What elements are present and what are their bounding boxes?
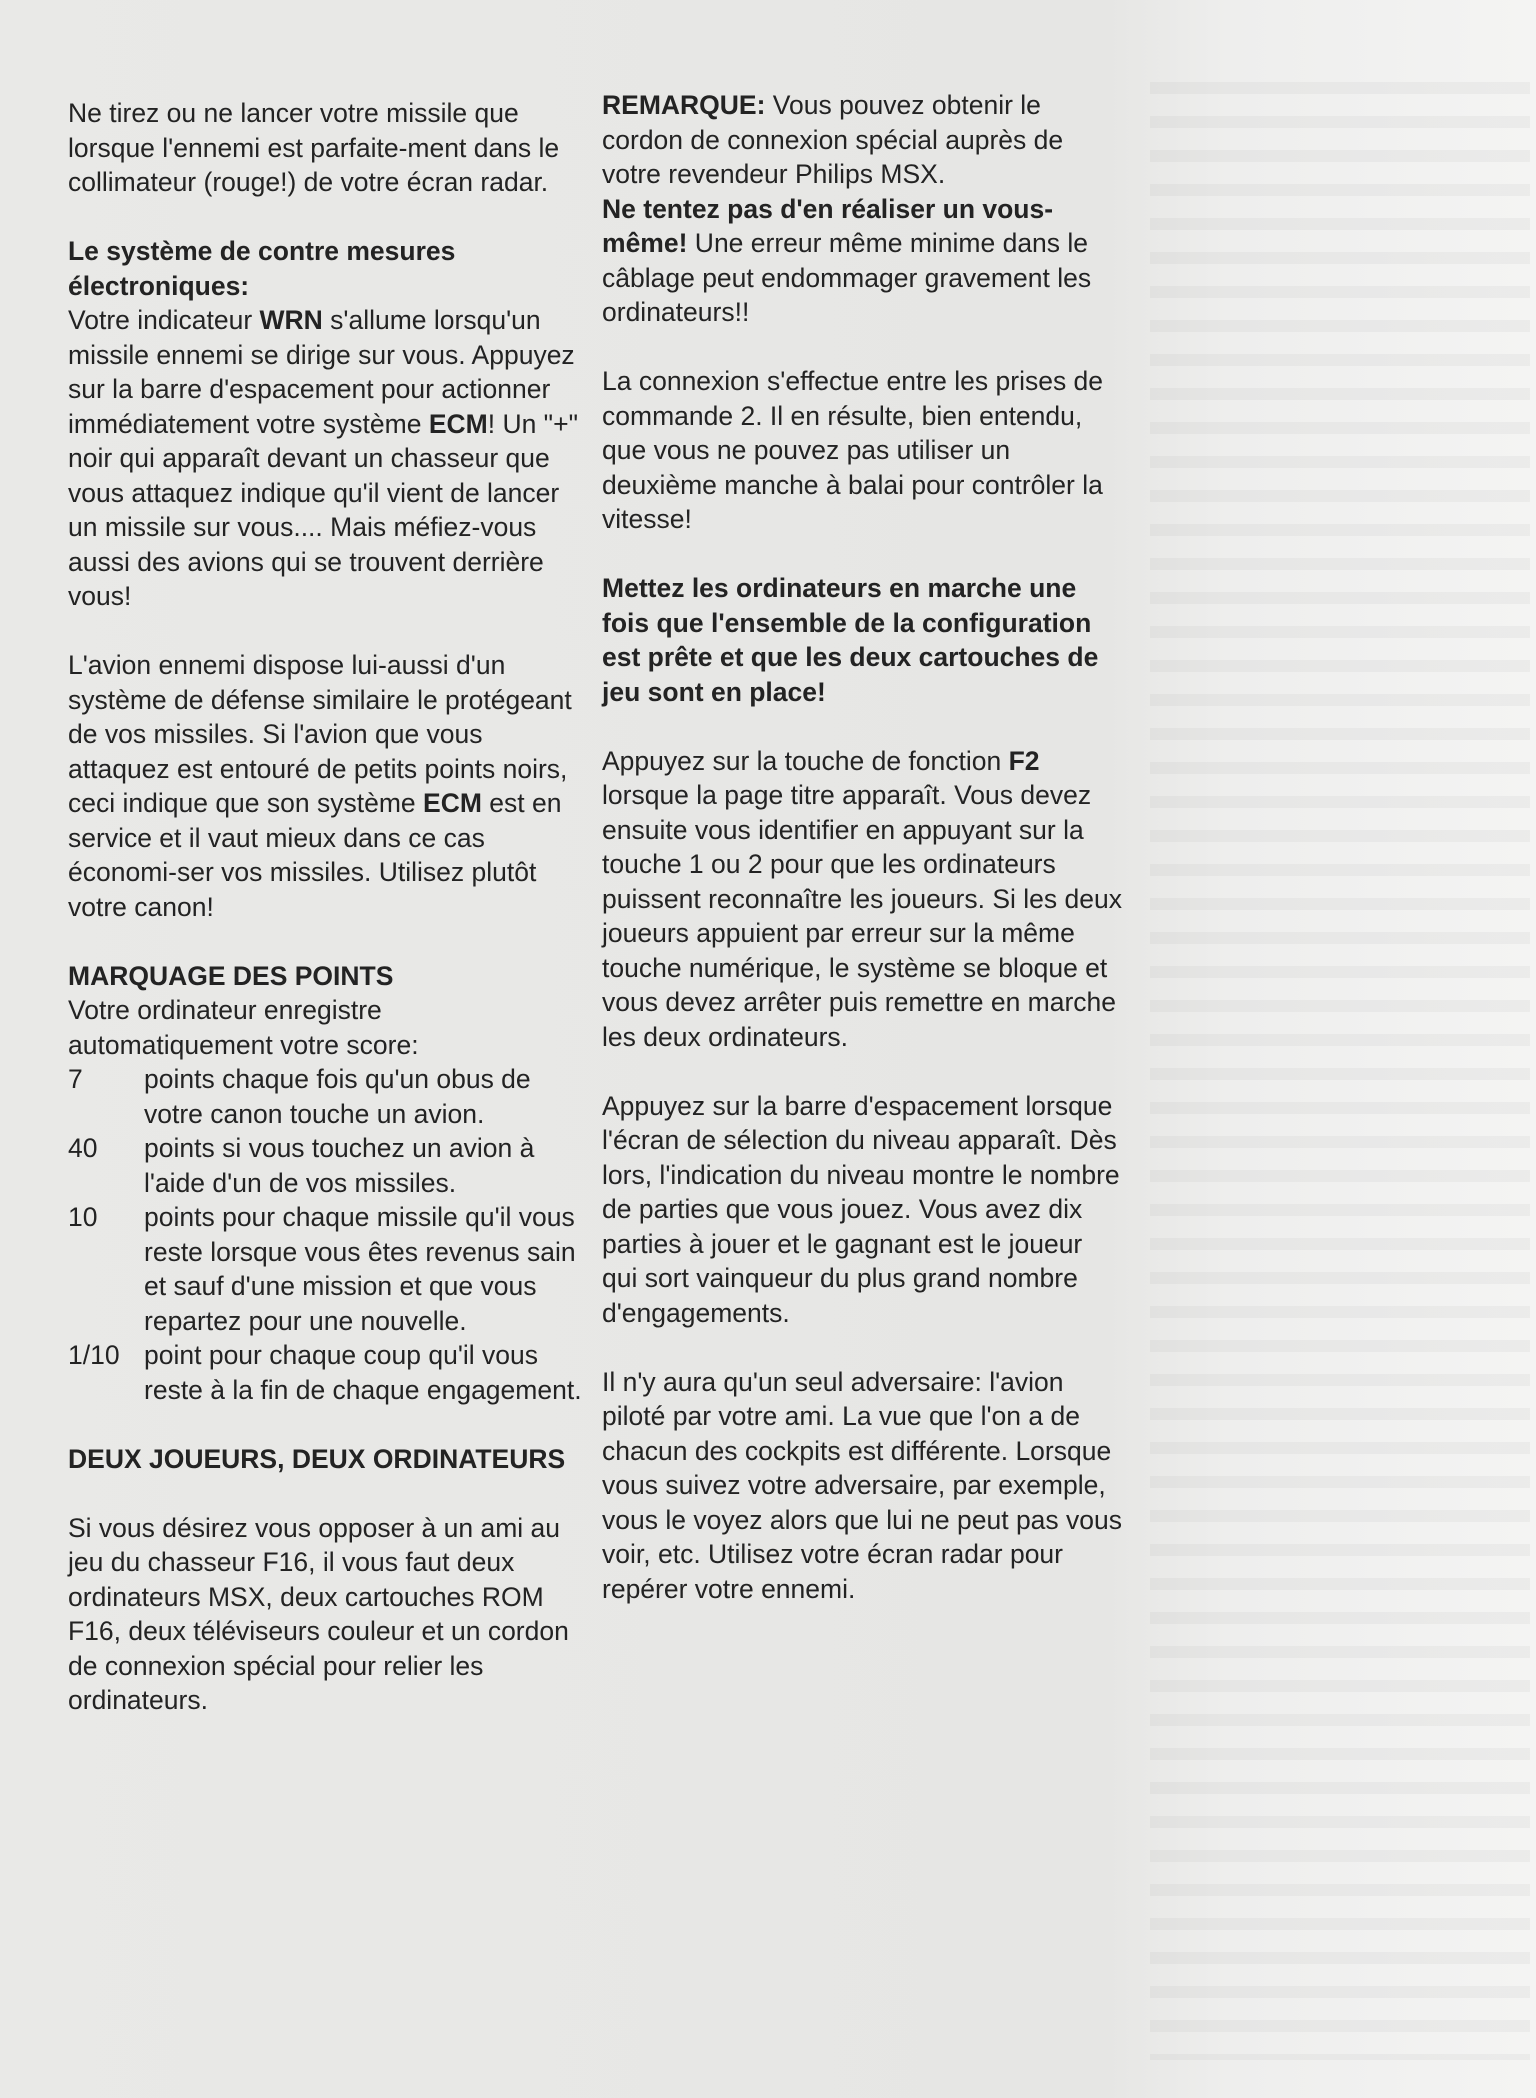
score-points: 40 — [68, 1133, 98, 1163]
score-table — [68, 1062, 588, 1407]
score-points: 7 — [68, 1064, 83, 1094]
score-row — [68, 1200, 588, 1338]
ecm-paragraph-2: L'avion ennemi dispose lui-aussi d'un système de défense similaire le protégeant de vos missiles. Si l'avion que vous attaquez est entouré de petits points noirs, ceci indique que son système ECM est en service et il vaut mieux dans ce cas économi-ser vos missiles. Utilisez plutôt votre canon! — [68, 650, 572, 922]
ecm-paragraph-1: Votre indicateur WRN s'allume lorsqu'un missile ennemi se dirige sur vous. Appuyez sur la barre d'espacement pour actionner immédiatement votre système ECM! Un "+" noir qui apparaît devant un chasseur que vous attaquez indique qu'il vient de lancer un missile sur vous.... Mais méfiez-vous aussi des avions qui se trouvent derrière vous! — [68, 305, 578, 611]
missile-tip-paragraph: Ne tirez ou ne lancer votre missile que lorsque l'ennemi est parfaite-ment dans le collimateur (rouge!) de votre écran radar. — [68, 98, 560, 197]
f2-paragraph: Appuyez sur la touche de fonction F2 lorsque la page titre apparaît. Vous devez ensuite vous identifier en appuyant sur la touche 1 ou 2 pour que les ordinateurs puissent reconnaître les joueurs. Si les deux joueurs appuient par erreur sur la même touche numérique, le système se bloque et vous devez arrêter puis remettre en marche les deux ordinateurs. — [602, 745, 1122, 1052]
wrn-indicator-text: WRN — [259, 305, 323, 335]
right-column — [602, 88, 1122, 1606]
score-row — [68, 1062, 588, 1131]
remark-label: REMARQUE: — [602, 90, 766, 120]
two-players-paragraph: Si vous désirez vous opposer à un ami au jeu du chasseur F16, il vous faut deux ordinateurs MSX, deux cartouches ROM F16, deux téléviseurs couleur et un cordon de connexion spécial pour relier les ordinateurs. — [68, 1512, 569, 1715]
two-players-heading: DEUX JOUEURS, DEUX ORDINATEURS — [68, 1443, 566, 1474]
score-points: 1/10 — [68, 1340, 120, 1370]
spacebar-paragraph: Appuyez sur la barre d'espacement lorsque l'écran de sélection du niveau apparaît. Dès lors, l'indication du niveau montre le nombre de parties que vous jouez. Vous avez dix parties à jouer et le gagnant est le joueur qui sort vainqueur du plus grand nombre d'engagements. — [602, 1090, 1120, 1328]
connection-paragraph: La connexion s'effectue entre les prises de commande 2. Il en résulte, bien entendu, que vous ne pouvez pas utiliser un deuxième manche à balai pour contrôler la vitesse! — [602, 366, 1104, 534]
score-heading: MARQUAGE DES POINTS — [68, 960, 394, 991]
score-description: points si vous touchez un avion à l'aide d'un de vos missiles. — [144, 1133, 535, 1198]
score-row — [68, 1131, 588, 1200]
left-column — [68, 96, 588, 1718]
score-intro: Votre ordinateur enregistre automatiquement votre score: — [68, 995, 419, 1060]
score-row — [68, 1338, 588, 1407]
remark-paragraph: REMARQUE: Vous pouvez obtenir le cordon de connexion spécial auprès de votre revendeur Philips MSX. — [602, 90, 1064, 189]
warning-paragraph: Ne tentez pas d'en réaliser un vous-même! Une erreur même minime dans le câblage peut endommager gravement les ordinateurs!! — [602, 193, 1092, 327]
ecm-heading: Le système de contre mesures électroniques: — [68, 236, 456, 301]
score-description: point pour chaque coup qu'il vous reste à la fin de chaque engagement. — [144, 1340, 582, 1405]
score-points: 10 — [68, 1202, 98, 1232]
ecm-text: ECM — [428, 408, 488, 439]
start-paragraph: Mettez les ordinateurs en marche une fois que l'ensemble de la configuration est prête et que les deux cartouches de jeu sont en place! — [602, 573, 1099, 707]
show-through-shadow — [1150, 60, 1530, 2060]
ecm-text: ECM — [423, 788, 482, 818]
score-description: points pour chaque missile qu'il vous reste lorsque vous êtes revenus sain et sauf d'une mission et que vous repartez pour une nouvelle. — [144, 1202, 576, 1336]
score-description: points chaque fois qu'un obus de votre canon touche un avion. — [144, 1064, 531, 1129]
adversary-paragraph: Il n'y aura qu'un seul adversaire: l'avion piloté par votre ami. La vue que l'on a de chacun des cockpits est différente. Lorsque vous suivez votre adversaire, par exemple, vous le voyez alors que lui ne peut pas vous voir, etc. Utilisez votre écran radar pour repérer votre ennemi. — [602, 1366, 1123, 1604]
warning-bold: Ne tentez pas d'en réaliser un vous-même! — [602, 193, 1054, 258]
f2-key-text: F2 — [1008, 745, 1040, 776]
